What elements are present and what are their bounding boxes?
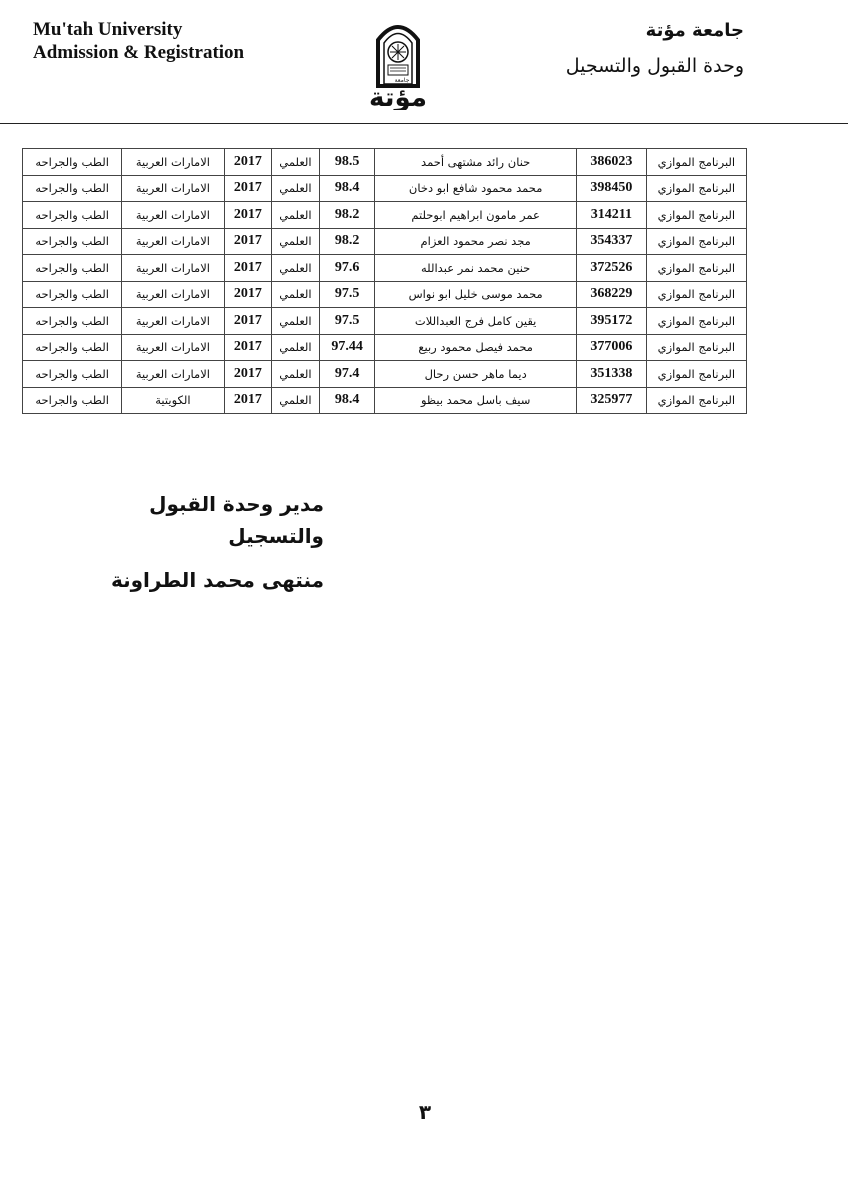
year-cell: 2017 — [224, 361, 272, 388]
table-row — [23, 149, 747, 176]
student-name-cell: محمد فيصل محمود ربيع — [375, 334, 577, 361]
student-name-cell: محمد موسى خليل ابو نواس — [375, 281, 577, 308]
table-row — [23, 175, 747, 202]
year-cell: 2017 — [224, 281, 272, 308]
table-row — [23, 228, 747, 255]
table-row — [23, 255, 747, 282]
table-row — [23, 308, 747, 335]
specialty-cell: الطب والجراحه — [23, 281, 122, 308]
branch-cell: العلمي — [272, 228, 320, 255]
average-cell: 97.44 — [319, 334, 375, 361]
header-divider — [0, 123, 848, 124]
table-row — [23, 202, 747, 229]
average-cell: 97.4 — [319, 361, 375, 388]
student-name-cell: مجد نصر محمود العزام — [375, 228, 577, 255]
signature-title: مدير وحدة القبول والتسجيل — [149, 492, 324, 548]
table-row — [23, 334, 747, 361]
program-cell: البرنامج الموازي — [646, 281, 746, 308]
student-name-cell: سيف باسل محمد بيظو — [375, 387, 577, 414]
unit-name-en: Admission & Registration — [33, 42, 245, 63]
nationality-cell: الامارات العربية — [122, 308, 224, 335]
student-id-cell: 398450 — [576, 175, 646, 202]
student-id-cell: 372526 — [576, 255, 646, 282]
program-cell: البرنامج الموازي — [646, 175, 746, 202]
university-name-en: Mu'tah University — [33, 19, 183, 40]
year-cell: 2017 — [224, 202, 272, 229]
program-cell: البرنامج الموازي — [646, 361, 746, 388]
program-cell: البرنامج الموازي — [646, 228, 746, 255]
program-cell: البرنامج الموازي — [646, 255, 746, 282]
university-logo-icon — [352, 10, 444, 110]
specialty-cell: الطب والجراحه — [23, 334, 122, 361]
student-id-cell: 325977 — [576, 387, 646, 414]
year-cell: 2017 — [224, 255, 272, 282]
average-cell: 98.4 — [319, 175, 375, 202]
nationality-cell: الامارات العربية — [122, 334, 224, 361]
year-cell: 2017 — [224, 334, 272, 361]
branch-cell: العلمي — [272, 149, 320, 176]
specialty-cell: الطب والجراحه — [23, 308, 122, 335]
specialty-cell: الطب والجراحه — [23, 255, 122, 282]
branch-cell: العلمي — [272, 175, 320, 202]
table-row — [23, 281, 747, 308]
nationality-cell: الامارات العربية — [122, 281, 224, 308]
student-id-cell: 354337 — [576, 228, 646, 255]
average-cell: 98.5 — [319, 149, 375, 176]
nationality-cell: الامارات العربية — [122, 228, 224, 255]
student-id-cell: 395172 — [576, 308, 646, 335]
nationality-cell: الامارات العربية — [122, 361, 224, 388]
unit-name-ar: وحدة القبول والتسجيل — [565, 55, 744, 77]
average-cell: 98.2 — [319, 228, 375, 255]
average-cell: 97.5 — [319, 281, 375, 308]
nationality-cell: الامارات العربية — [122, 149, 224, 176]
header-english — [33, 18, 244, 64]
students-table — [22, 148, 747, 414]
program-cell: البرنامج الموازي — [646, 334, 746, 361]
signature-name: منتهى محمد الطراونة — [110, 568, 324, 592]
student-name-cell: يقين كامل فرج العبداللات — [375, 308, 577, 335]
average-cell: 97.6 — [319, 255, 375, 282]
student-name-cell: حنين محمد نمر عبدالله — [375, 255, 577, 282]
student-id-cell: 386023 — [576, 149, 646, 176]
program-cell: البرنامج الموازي — [646, 149, 746, 176]
branch-cell: العلمي — [272, 255, 320, 282]
program-cell: البرنامج الموازي — [646, 308, 746, 335]
table-row — [23, 387, 747, 414]
specialty-cell: الطب والجراحه — [23, 149, 122, 176]
specialty-cell: الطب والجراحه — [23, 175, 122, 202]
branch-cell: العلمي — [272, 308, 320, 335]
logo-text: مؤتة — [369, 83, 427, 110]
program-cell: البرنامج الموازي — [646, 387, 746, 414]
branch-cell: العلمي — [272, 361, 320, 388]
year-cell: 2017 — [224, 175, 272, 202]
student-name-cell: ديما ماهر حسن رحال — [375, 361, 577, 388]
branch-cell: العلمي — [272, 281, 320, 308]
specialty-cell: الطب والجراحه — [23, 361, 122, 388]
student-id-cell: 351338 — [576, 361, 646, 388]
student-name-cell: عمر مامون ابراهيم ابوحلتم — [375, 202, 577, 229]
student-id-cell: 368229 — [576, 281, 646, 308]
program-cell: البرنامج الموازي — [646, 202, 746, 229]
branch-cell: العلمي — [272, 334, 320, 361]
nationality-cell: الامارات العربية — [122, 202, 224, 229]
average-cell: 97.5 — [319, 308, 375, 335]
nationality-cell: الامارات العربية — [122, 175, 224, 202]
header-arabic — [566, 18, 744, 80]
year-cell: 2017 — [224, 308, 272, 335]
student-id-cell: 314211 — [576, 202, 646, 229]
student-name-cell: حنان رائد مشتهى أحمد — [375, 149, 577, 176]
specialty-cell: الطب والجراحه — [23, 228, 122, 255]
students-table-body — [23, 149, 747, 414]
university-name-ar: جامعة مؤتة — [645, 20, 744, 41]
page-number: ٣ — [418, 1100, 432, 1124]
year-cell: 2017 — [224, 228, 272, 255]
average-cell: 98.4 — [319, 387, 375, 414]
student-id-cell: 377006 — [576, 334, 646, 361]
specialty-cell: الطب والجراحه — [23, 202, 122, 229]
student-name-cell: محمد محمود شافع ابو دخان — [375, 175, 577, 202]
nationality-cell: الامارات العربية — [122, 255, 224, 282]
year-cell: 2017 — [224, 387, 272, 414]
specialty-cell: الطب والجراحه — [23, 387, 122, 414]
average-cell: 98.2 — [319, 202, 375, 229]
branch-cell: العلمي — [272, 202, 320, 229]
branch-cell: العلمي — [272, 387, 320, 414]
signature-block — [100, 488, 324, 596]
year-cell: 2017 — [224, 149, 272, 176]
logo-small-text: جامعة — [394, 77, 410, 84]
table-row — [23, 361, 747, 388]
nationality-cell: الكويتية — [122, 387, 224, 414]
